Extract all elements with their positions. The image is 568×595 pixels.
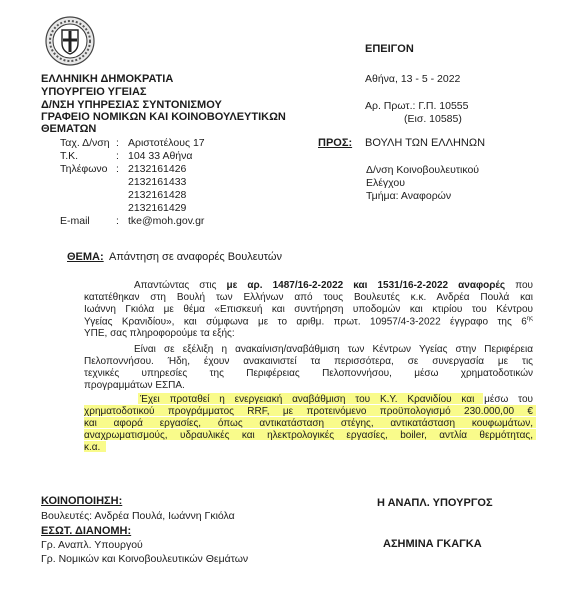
protocol-incoming: (Εισ. 10585)	[404, 113, 462, 125]
signatory-title: Η ΑΝΑΠΛ. ΥΠΟΥΡΓΟΣ	[377, 497, 493, 509]
phone-number: 2132161433	[128, 176, 187, 188]
phone-number: 2132161428	[128, 189, 187, 201]
recipient-section: Τμήμα: Αναφορών	[366, 190, 452, 202]
phone-number: 2132161429	[128, 202, 187, 214]
signatory-name: ΑΣΗΜΙΝΑ ΓΚΑΓΚΑ	[383, 538, 482, 550]
body-line: Ιωάννη Γκιόλα με θέμα «Επισκευή και συντήρηση υποδομών και κτιρίου του Κέντρου	[84, 304, 533, 315]
address-label: Ταχ. Δ/νση	[60, 137, 110, 149]
letterhead-directorate: Δ/ΝΣΗ ΥΠΗΡΕΣΙΑΣ ΣΥΝΤΟΝΙΣΜΟΥ	[41, 99, 222, 111]
body-line: αναχρωματισμούς, υδραυλικές και ηλεκτρολογικές εργασίες, boiler, αντλία θερμότητας,	[84, 430, 533, 441]
letterhead-ministry: ΥΠΟΥΡΓΕΙΟ ΥΓΕΙΑΣ	[41, 86, 147, 98]
colon: :	[116, 215, 119, 227]
body-line: Πελοποννήσου. Ήδη, έχουν ανακαινιστεί τα περισσότερα, σε συνεργασία με τις	[84, 356, 533, 367]
subject-label: ΘΕΜΑ:	[67, 251, 104, 263]
letterhead-republic: ΕΛΛΗΝΙΚΗ ΔΗΜΟΚΡΑΤΙΑ	[41, 73, 174, 85]
body-line: προγραμμάτων ΕΣΠΑ.	[84, 380, 185, 391]
body-line: Υγείας Κρανιδίου», και σύμφωνα με το αριθμ. πρωτ. 10957/4-3-2022 έγγραφο της $6^{\eta\varsigma}$	[84, 316, 533, 328]
email-value: tke@moh.gov.gr	[128, 215, 205, 227]
cc-label: ΚΟΙΝΟΠΟΙΗΣΗ:	[41, 495, 123, 507]
date-line: Αθήνα, 13 - 5 - 2022	[365, 73, 461, 85]
body-line: κατατέθηκαν στη Βουλή των Ελλήνων από τους Βουλευτές κ.κ. Ανδρέα Πουλά και	[84, 292, 533, 303]
internal-distribution-item: Γρ. Αναπλ. Υπουργού	[41, 539, 143, 551]
colon: :	[116, 150, 119, 162]
letterhead-office: ΓΡΑΦΕΙΟ ΝΟΜΙΚΩΝ ΚΑΙ ΚΟΙΝΟΒΟΥΛΕΥΤΙΚΩΝ	[41, 111, 286, 123]
postcode-label: Τ.Κ.	[60, 150, 79, 162]
letterhead-office-cont: ΘΕΜΑΤΩΝ	[41, 123, 97, 135]
address-value: Αριστοτέλους 17	[128, 137, 205, 149]
subject-text: Απάντηση σε αναφορές Βουλευτών	[109, 251, 282, 263]
internal-distribution-item: Γρ. Νομικών και Κοινοβουλευτικών Θεμάτων	[41, 553, 249, 565]
body-line: ΥΠΕ, σας πληροφορούμε τα εξής:	[84, 328, 235, 339]
phone-number: 2132161426	[128, 163, 187, 175]
recipient-dept: Ελέγχου	[366, 177, 405, 189]
urgency-label: ΕΠΕΙΓΟΝ	[365, 43, 414, 55]
recipient-label: ΠΡΟΣ:	[318, 137, 353, 149]
cc-text: Βουλευτές: Ανδρέα Πουλά, Ιωάννη Γκιόλα	[41, 510, 235, 522]
body-line: κ.α.	[84, 442, 101, 453]
body-line: Έχει προταθεί η ενεργειακή αναβάθμιση του Κ.Υ. Κρανιδίου και μέσω του	[140, 394, 533, 405]
body-line: Είναι σε εξέλιξη η ανακαίνιση/αναβάθμιση των Κέντρων Υγείας στην Περιφέρεια	[134, 344, 533, 355]
protocol-number: Αρ. Πρωτ.: Γ.Π. 10555	[365, 100, 469, 112]
phone-label: Τηλέφωνο	[60, 163, 108, 175]
body-line: τεχνικές υπηρεσίες της Περιφέρειας Πελοποννήσου, μέσω χρηματοδοτικών	[84, 368, 533, 379]
recipient-name: ΒΟΥΛΗ ΤΩΝ ΕΛΛΗΝΩΝ	[365, 137, 486, 149]
body-line: χρηματοδοτικού προγράμματος RRF, με προτεινόμενο προϋπολογισμό 230.000,00 €	[84, 406, 533, 417]
greek-coat-of-arms-icon	[45, 16, 95, 66]
internal-distribution-label: ΕΣΩΤ. ΔΙΑΝΟΜΗ:	[41, 525, 132, 537]
body-line: και αφορά εργασίες, όπως αντικατάσταση στέγης, αντικατάσταση κουφωμάτων,	[84, 418, 533, 429]
recipient-dept: Δ/νση Κοινοβουλευτικού	[366, 164, 480, 176]
colon: :	[116, 163, 119, 175]
colon: :	[116, 137, 119, 149]
email-label: E-mail	[60, 215, 90, 227]
postcode-value: 104 33 Αθήνα	[128, 150, 193, 162]
body-line: Απαντώντας στις με αρ. 1487/16-2-2022 και 1531/16-2-2022 αναφορές που	[134, 280, 533, 291]
